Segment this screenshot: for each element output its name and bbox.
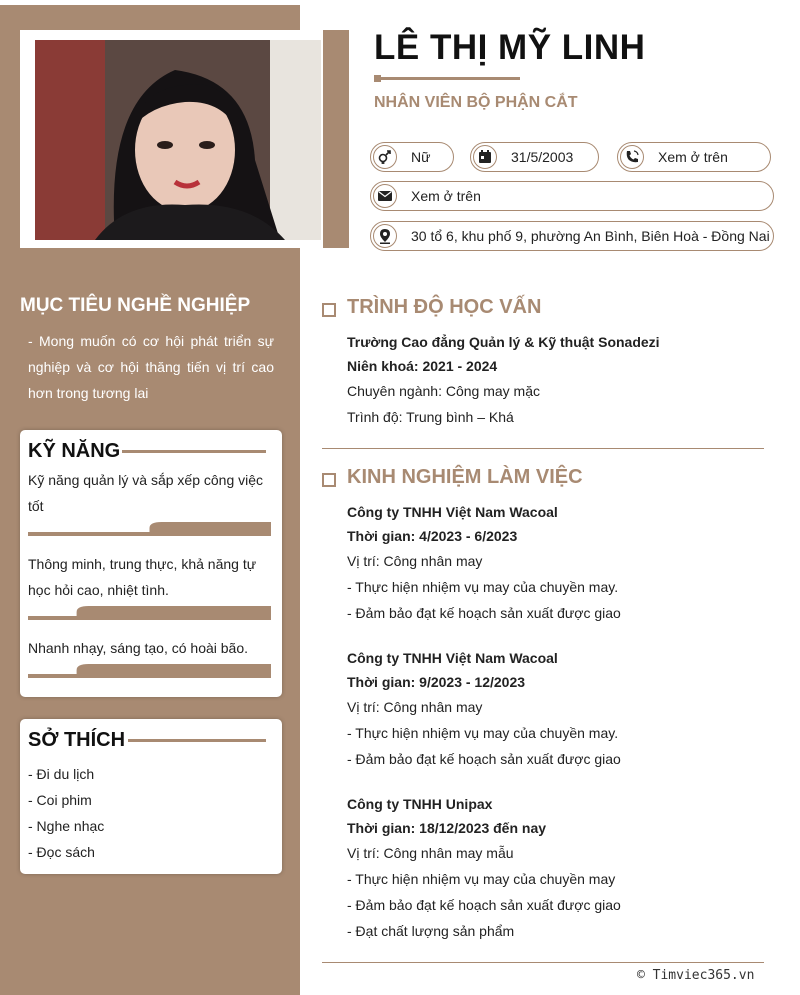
- experience-heading: KINH NGHIỆM LÀM VIỆC: [347, 466, 583, 488]
- footer-credit: © Timviec365.vn: [637, 968, 755, 983]
- section-divider: [322, 448, 764, 449]
- job-time: Thời gian: 4/2023 - 6/2023: [347, 528, 518, 544]
- job-time: Thời gian: 18/12/2023 đến nay: [347, 820, 547, 836]
- phone-field: [617, 142, 771, 172]
- job-title: NHÂN VIÊN BỘ PHẬN CẮT: [374, 94, 578, 111]
- job-company: Công ty TNHH Việt Nam Wacoal: [347, 650, 558, 666]
- email-icon: [373, 184, 397, 208]
- header-accent-bar: [323, 30, 349, 248]
- skills-heading: KỸ NĂNG: [28, 440, 121, 462]
- education-bullet-icon: [322, 303, 336, 317]
- hobbies-card: [20, 719, 282, 874]
- job-company: Công ty TNHH Việt Nam Wacoal: [347, 504, 558, 520]
- skill-item: Nhanh nhạy, sáng tạo, có hoài bão.: [28, 640, 249, 656]
- skill-level-bar: [28, 664, 271, 680]
- education-period: Niên khoá: 2021 - 2024: [347, 358, 498, 374]
- hobby-item: - Nghe nhạc: [28, 818, 105, 834]
- job-task: - Đảm bảo đạt kế hoạch sản xuất được giao: [347, 751, 621, 767]
- calendar-icon: [473, 145, 497, 169]
- job-time: Thời gian: 9/2023 - 12/2023: [347, 674, 526, 690]
- job-task: - Thực hiện nhiệm vụ may của chuyền may: [347, 871, 616, 887]
- skill-item: Kỹ năng quản lý và sắp xếp công việc tốt: [28, 472, 264, 514]
- skill-level-fill: [77, 606, 271, 620]
- email-value: Xem ở trên: [411, 188, 481, 204]
- hobby-item: - Đọc sách: [28, 844, 95, 860]
- education-heading: TRÌNH ĐỘ HỌC VẤN: [347, 296, 542, 318]
- education-school: Trường Cao đẳng Quản lý & Kỹ thuật Sonadezi: [347, 334, 660, 350]
- address-value: 30 tổ 6, khu phố 9, phường An Bình, Biên Hoà - Đồng Nai: [411, 228, 770, 244]
- name-underline: [374, 77, 520, 80]
- skills-card: [20, 430, 282, 697]
- phone-value: Xem ở trên: [658, 149, 728, 165]
- phone-icon: [620, 145, 644, 169]
- job-task: - Đảm bảo đạt kế hoạch sản xuất được giao: [347, 897, 621, 913]
- skills-heading-line: [122, 450, 266, 453]
- birthday-value: 31/5/2003: [511, 149, 574, 165]
- objective-heading: MỤC TIÊU NGHỀ NGHIỆP: [20, 295, 251, 316]
- job-task: - Đảm bảo đạt kế hoạch sản xuất được giao: [347, 605, 621, 621]
- birthday-field: [470, 142, 599, 172]
- education-level: Trình độ: Trung bình – Khá: [347, 409, 514, 425]
- hobby-item: - Coi phim: [28, 792, 92, 808]
- hobby-item: - Đi du lịch: [28, 766, 95, 782]
- skill-level-bar: [28, 606, 271, 622]
- location-icon: [373, 224, 397, 248]
- education-major: Chuyên ngành: Công may mặc: [347, 383, 540, 399]
- job-position: Vị trí: Công nhân may: [347, 699, 483, 715]
- gender-icon: [373, 145, 397, 169]
- skill-level-bar: [28, 522, 271, 538]
- section-divider: [322, 962, 764, 963]
- hobbies-heading: SỞ THÍCH: [28, 729, 126, 751]
- address-field: [370, 221, 774, 251]
- skill-level-fill: [77, 664, 271, 678]
- job-position: Vị trí: Công nhân may mẫu: [347, 845, 514, 861]
- candidate-name: LÊ THỊ MỸ LINH: [374, 28, 646, 67]
- hobbies-heading-line: [128, 739, 266, 742]
- job-position: Vị trí: Công nhân may: [347, 553, 483, 569]
- job-task: - Thực hiện nhiệm vụ may của chuyền may.: [347, 725, 619, 741]
- job-company: Công ty TNHH Unipax: [347, 796, 493, 812]
- skill-item: Thông minh, trung thực, khả năng tự học hỏi cao, nhiệt tình.: [28, 556, 257, 598]
- email-field: [370, 181, 774, 211]
- experience-bullet-icon: [322, 473, 336, 487]
- objective-text: - Mong muốn có cơ hội phát triển sự nghiệp và cơ hội thăng tiến vị trí cao hơn trong tương lai: [28, 333, 274, 401]
- skill-level-fill: [150, 522, 272, 536]
- gender-field: [370, 142, 454, 172]
- gender-value: Nữ: [411, 149, 431, 165]
- name-underline-dot: [374, 75, 381, 82]
- avatar: [35, 40, 321, 240]
- job-task: - Đạt chất lượng sản phẩm: [347, 923, 515, 939]
- job-task: - Thực hiện nhiệm vụ may của chuyền may.: [347, 579, 619, 595]
